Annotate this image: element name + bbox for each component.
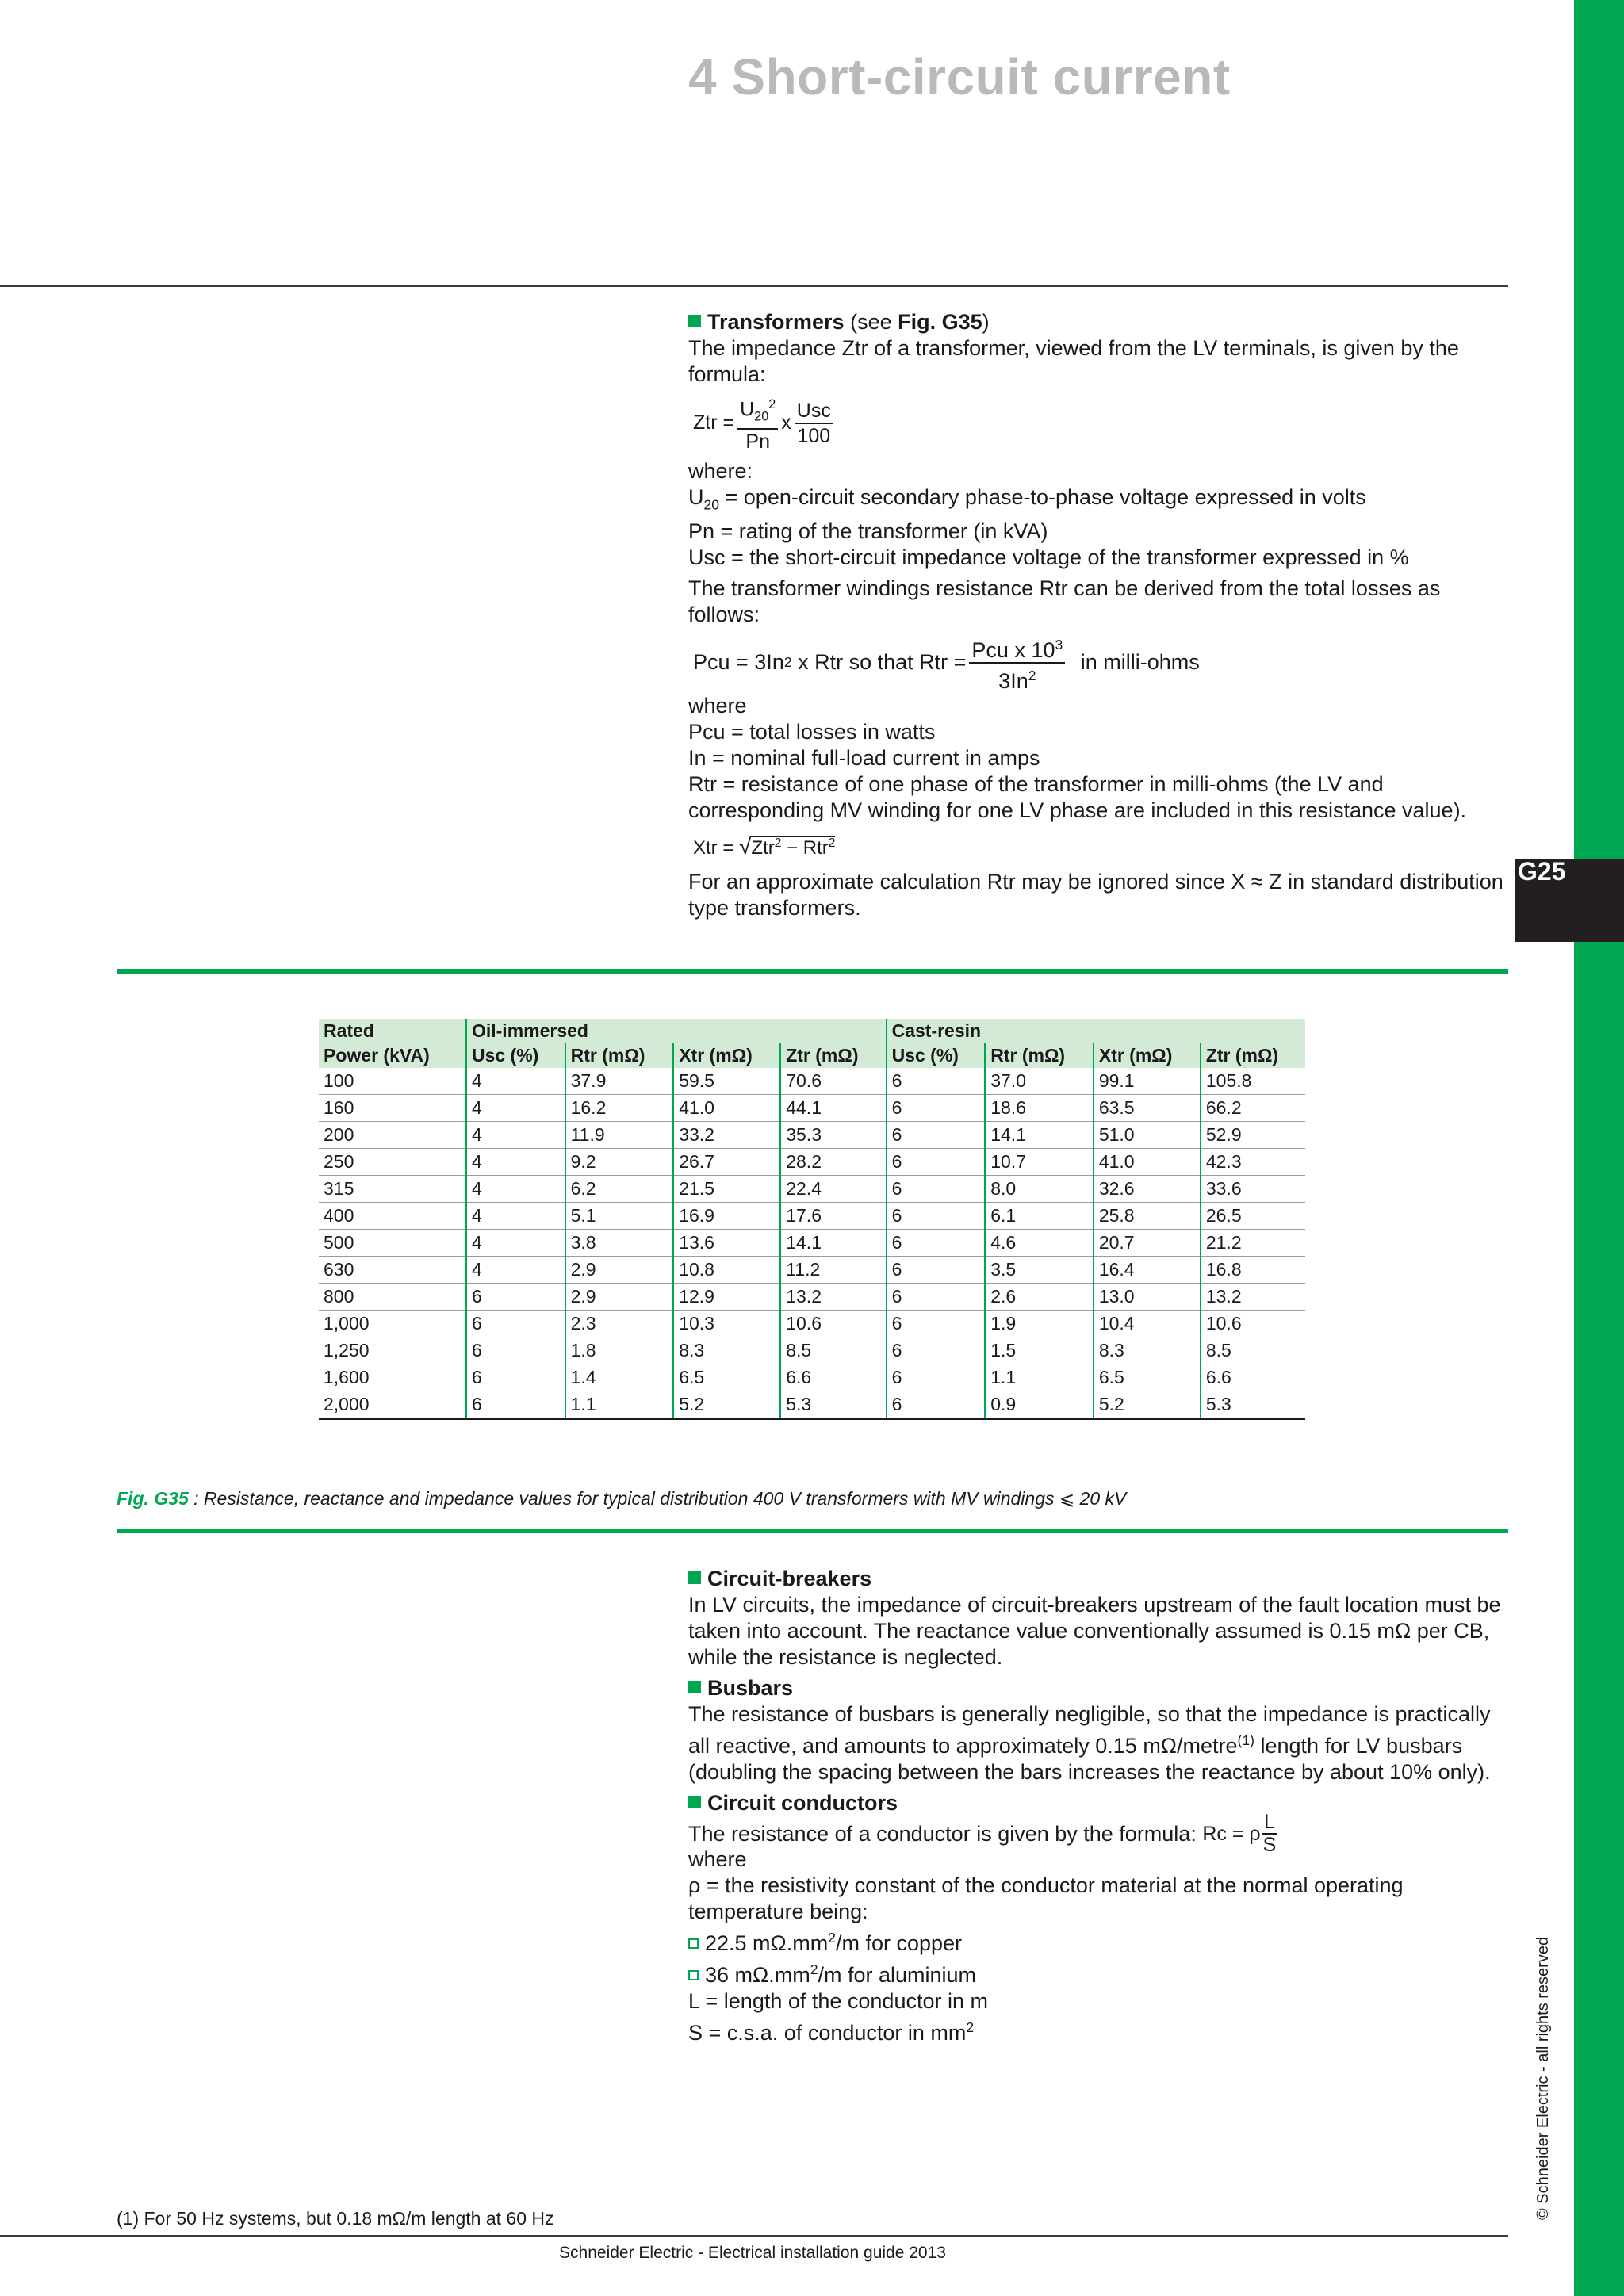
busbars-heading-line xyxy=(688,1675,1505,1701)
table-group-header-row xyxy=(319,1019,1305,1043)
xtr-a-sup: 2 xyxy=(774,836,782,850)
table-cell: 18.6 xyxy=(985,1095,1094,1122)
table-cell: 400 xyxy=(319,1203,466,1230)
table-cell: 1.5 xyxy=(985,1337,1094,1364)
ztr-formula-lhs: Ztr = xyxy=(693,411,735,434)
xtr-formula xyxy=(693,830,1505,861)
table-cell: 6.6 xyxy=(1201,1364,1305,1391)
table-cell: 20.7 xyxy=(1094,1230,1201,1257)
square-bullet-icon xyxy=(688,315,701,327)
ztr-den-100: 100 xyxy=(797,424,831,447)
table-cell: 8.5 xyxy=(780,1337,886,1364)
table-cell: 26.7 xyxy=(673,1149,780,1176)
pcu-mid: x Rtr so that Rtr = xyxy=(791,650,967,675)
table-row xyxy=(319,1311,1305,1337)
footnote: (1) For 50 Hz systems, but 0.18 mΩ/m length at 60 Hz xyxy=(117,2208,554,2229)
table-cell: 11.9 xyxy=(565,1122,674,1149)
table-cell: 1.4 xyxy=(565,1364,674,1391)
table-bottom-rule xyxy=(117,1529,1508,1533)
table-cell: 6 xyxy=(887,1122,986,1149)
table-cell: 0.9 xyxy=(985,1391,1094,1419)
def-usc: Usc = the short-circuit impedance voltage of the transformer expressed in % xyxy=(688,545,1409,569)
u20-symbol: U xyxy=(688,485,704,510)
table-cell: 4 xyxy=(466,1230,565,1257)
ztr-num-sub: 20 xyxy=(754,409,769,424)
table-row xyxy=(319,1122,1305,1149)
table-cell: 10.6 xyxy=(780,1311,886,1337)
table-cell: 33.2 xyxy=(673,1122,780,1149)
table-cell: 6 xyxy=(887,1364,986,1391)
table-cell: 6 xyxy=(887,1203,986,1230)
table-cell: 6 xyxy=(887,1149,986,1176)
column-header: Xtr (mΩ) xyxy=(1094,1043,1201,1068)
table-cell: 200 xyxy=(319,1122,466,1149)
table-cell: 5.2 xyxy=(673,1391,780,1419)
table-cell: 51.0 xyxy=(1094,1122,1201,1149)
def-in: In = nominal full-load current in amps xyxy=(688,745,1040,770)
table-cell: 1,600 xyxy=(319,1364,466,1391)
table-cell: 6 xyxy=(887,1311,986,1337)
footer-rule xyxy=(0,2235,1508,2237)
pcu-sup: 2 xyxy=(783,654,792,671)
def-pn: Pn = rating of the transformer (in kVA) xyxy=(688,519,1048,543)
table-cell: 41.0 xyxy=(1094,1149,1201,1176)
table-cell: 5.3 xyxy=(780,1391,886,1419)
table-row xyxy=(319,1284,1305,1311)
table-row xyxy=(319,1230,1305,1257)
lower-sections xyxy=(688,1566,1505,2046)
table-cell: 99.1 xyxy=(1094,1068,1201,1095)
table-cell: 10.4 xyxy=(1094,1311,1201,1337)
table-cell: 21.5 xyxy=(673,1176,780,1203)
table-cell: 14.1 xyxy=(780,1230,886,1257)
table-cell: 2.9 xyxy=(565,1257,674,1284)
ztr-num-sup: 2 xyxy=(768,397,776,411)
table-cell: 1.8 xyxy=(565,1337,674,1364)
table-cell: 33.6 xyxy=(1201,1176,1305,1203)
table-cell: 22.4 xyxy=(780,1176,886,1203)
csa-sup: 2 xyxy=(966,2019,975,2035)
table-cell: 4 xyxy=(466,1203,565,1230)
table-cell: 6.6 xyxy=(780,1364,886,1391)
where-label: where: xyxy=(688,459,753,484)
table-cell: 5.3 xyxy=(1201,1391,1305,1419)
caption-figure-ref: Fig. G35 xyxy=(117,1488,189,1509)
table-cell: 28.2 xyxy=(780,1149,886,1176)
table-cell: 32.6 xyxy=(1094,1176,1201,1203)
table-row xyxy=(319,1176,1305,1203)
table-cell: 250 xyxy=(319,1149,466,1176)
table-cell: 10.6 xyxy=(1201,1311,1305,1337)
approx-text: For an approximate calculation Rtr may be ignored since X ≈ Z in standard distribution type transformers. xyxy=(688,869,1503,920)
footer-text: Schneider Electric - Electrical installation guide 2013 xyxy=(559,2244,946,2262)
u20-sub: 20 xyxy=(703,496,720,513)
rho-definition: ρ = the resistivity constant of the conductor material at the normal operating temperature being: xyxy=(688,1873,1404,1923)
transformers-intro: The impedance Ztr of a transformer, viewed from the LV terminals, is given by the formula: xyxy=(688,336,1459,386)
table-cell: 800 xyxy=(319,1284,466,1311)
table-row xyxy=(319,1149,1305,1176)
column-header: Xtr (mΩ) xyxy=(673,1043,780,1068)
table-row xyxy=(319,1257,1305,1284)
square-bullet-icon xyxy=(688,1796,701,1808)
table-cell: 9.2 xyxy=(565,1149,674,1176)
table-row xyxy=(319,1337,1305,1364)
table-cell: 14.1 xyxy=(985,1122,1094,1149)
ztr-formula xyxy=(693,392,1505,453)
table-cell: 17.6 xyxy=(780,1203,886,1230)
xtr-lhs: Xtr = xyxy=(693,836,734,859)
def-csa xyxy=(688,2015,1505,2046)
figure-reference: Fig. G35 xyxy=(898,310,982,334)
xtr-minus: − Rtr xyxy=(781,836,829,859)
transformers-heading: Transformers xyxy=(707,310,845,334)
alu-sup: 2 xyxy=(810,1961,818,1977)
table-cell: 1.1 xyxy=(565,1391,674,1419)
table-cell: 100 xyxy=(319,1068,466,1095)
group-oil-immersed: Oil-immersed xyxy=(466,1019,887,1043)
conductors-where: where xyxy=(688,1847,747,1871)
rc-lhs: Rc = ρ xyxy=(1202,1822,1261,1845)
table-row xyxy=(319,1391,1305,1419)
breakers-heading: Circuit-breakers xyxy=(707,1567,872,1590)
table-cell: 8.0 xyxy=(985,1176,1094,1203)
column-header: Usc (%) xyxy=(887,1043,986,1068)
table-cell: 13.2 xyxy=(780,1284,886,1311)
table-cell: 6 xyxy=(887,1391,986,1419)
table-column-header-row xyxy=(319,1043,1305,1068)
table-cell: 21.2 xyxy=(1201,1230,1305,1257)
table-cell: 16.2 xyxy=(565,1095,674,1122)
table-row xyxy=(319,1095,1305,1122)
windings-text: The transformer windings resistance Rtr can be derived from the total losses as follows: xyxy=(688,576,1441,626)
copyright-notice: © Schneider Electric - all rights reserved xyxy=(1534,1936,1552,2220)
pcu-den-sup: 2 xyxy=(1028,667,1036,683)
table-cell: 6 xyxy=(466,1364,565,1391)
column-header: Ztr (mΩ) xyxy=(780,1043,886,1068)
caption-text: : Resistance, reactance and impedance values for typical distribution 400 V transformers with MV windings ⩽ 20 kV xyxy=(188,1488,1127,1509)
pcu-num-sup: 3 xyxy=(1055,636,1063,652)
table-cell: 8.3 xyxy=(673,1337,780,1364)
pcu-formula xyxy=(693,633,1505,693)
def-rtr: Rtr = resistance of one phase of the transformer in milli-ohms (the LV and corresponding MV winding for one LV phase are included in this resistance value). xyxy=(688,771,1467,822)
table-cell: 4 xyxy=(466,1257,565,1284)
table-cell: 12.9 xyxy=(673,1284,780,1311)
table-cell: 3.8 xyxy=(565,1230,674,1257)
alu-a: 36 mΩ.mm xyxy=(705,1963,810,1987)
side-color-strip xyxy=(1574,0,1624,2296)
breakers-text: In LV circuits, the impedance of circuit-breakers upstream of the fault location must be taken into account. The reactance value conventionally assumed is 0.15 mΩ per CB, while the resistance is neglected. xyxy=(688,1593,1501,1669)
table-cell: 6.5 xyxy=(1094,1364,1201,1391)
table-cell: 2.9 xyxy=(565,1284,674,1311)
table-cell: 16.4 xyxy=(1094,1257,1201,1284)
table-cell: 1.9 xyxy=(985,1311,1094,1337)
table-cell: 4.6 xyxy=(985,1230,1094,1257)
column-header: Ztr (mΩ) xyxy=(1201,1043,1305,1068)
table-cell: 16.8 xyxy=(1201,1257,1305,1284)
pcu-den: 3In xyxy=(998,668,1028,693)
square-bullet-icon xyxy=(688,1681,701,1693)
table-cell: 13.0 xyxy=(1094,1284,1201,1311)
table-cell: 6.2 xyxy=(565,1176,674,1203)
pcu-lhs: Pcu = 3In xyxy=(693,650,784,675)
column-header: Usc (%) xyxy=(466,1043,565,1068)
table-cell: 44.1 xyxy=(780,1095,886,1122)
page-number: G25 xyxy=(1518,857,1566,886)
table-row xyxy=(319,1203,1305,1230)
def-u20 xyxy=(688,484,1505,518)
rc-den: S xyxy=(1262,1834,1277,1856)
table-cell: 3.5 xyxy=(985,1257,1094,1284)
table-row xyxy=(319,1068,1305,1095)
table-cell: 42.3 xyxy=(1201,1149,1305,1176)
def-length: L = length of the conductor in m xyxy=(688,1989,988,2013)
table-cell: 2,000 xyxy=(319,1391,466,1419)
where2-label: where xyxy=(688,693,747,718)
table-cell: 10.8 xyxy=(673,1257,780,1284)
table-cell: 11.2 xyxy=(780,1257,886,1284)
column-header: Rtr (mΩ) xyxy=(565,1043,674,1068)
pcu-unit: in milli-ohms xyxy=(1074,650,1200,675)
chapter-title: 4 Short-circuit current xyxy=(688,48,1231,105)
table-cell: 1,000 xyxy=(319,1311,466,1337)
heading-open: (see xyxy=(844,310,898,334)
conductors-text: The resistance of a conductor is given by the formula: xyxy=(688,1821,1203,1846)
table-cell: 1,250 xyxy=(319,1337,466,1364)
table-cell: 6 xyxy=(466,1337,565,1364)
table-cell: 4 xyxy=(466,1176,565,1203)
table-cell: 6 xyxy=(887,1068,986,1095)
table-cell: 5.2 xyxy=(1094,1391,1201,1419)
table-cell: 6.1 xyxy=(985,1203,1094,1230)
copper-sup: 2 xyxy=(828,1930,836,1946)
table-cell: 35.3 xyxy=(780,1122,886,1149)
rc-num: L xyxy=(1262,1812,1277,1835)
table-cell: 4 xyxy=(466,1149,565,1176)
hollow-square-bullet-icon xyxy=(688,1970,699,1980)
hollow-square-bullet-icon xyxy=(688,1938,699,1949)
breakers-heading-line xyxy=(688,1566,1505,1592)
table-cell: 10.7 xyxy=(985,1149,1094,1176)
copper-item xyxy=(688,1925,1505,1957)
table-cell: 6 xyxy=(887,1284,986,1311)
table-cell: 6 xyxy=(466,1391,565,1419)
busbars-text xyxy=(688,1701,1505,1785)
table-cell: 10.3 xyxy=(673,1311,780,1337)
table-cell: 160 xyxy=(319,1095,466,1122)
table-cell: 70.6 xyxy=(780,1068,886,1095)
table-cell: 6 xyxy=(466,1284,565,1311)
table-cell: 6 xyxy=(466,1311,565,1337)
group-cast-resin: Cast-resin xyxy=(887,1019,1305,1043)
table-cell: 105.8 xyxy=(1201,1068,1305,1095)
ztr-den-pn: Pn xyxy=(745,430,770,453)
table-cell: 41.0 xyxy=(673,1095,780,1122)
alu-b: /m for aluminium xyxy=(818,1963,977,1987)
table-cell: 59.5 xyxy=(673,1068,780,1095)
table-cell: 500 xyxy=(319,1230,466,1257)
table-cell: 8.5 xyxy=(1201,1337,1305,1364)
table-cell: 315 xyxy=(319,1176,466,1203)
table-cell: 37.0 xyxy=(985,1068,1094,1095)
table-cell: 2.3 xyxy=(565,1311,674,1337)
table-cell: 5.1 xyxy=(565,1203,674,1230)
conductors-heading: Circuit conductors xyxy=(707,1791,898,1815)
square-bullet-icon xyxy=(688,1571,701,1584)
busbars-footnote-ref: (1) xyxy=(1237,1732,1254,1748)
table-cell: 63.5 xyxy=(1094,1095,1201,1122)
table-cell: 4 xyxy=(466,1095,565,1122)
table-cell: 52.9 xyxy=(1201,1122,1305,1149)
table-top-rule xyxy=(117,969,1508,974)
ztr-num-usc: Usc xyxy=(795,399,833,424)
table-cell: 6 xyxy=(887,1176,986,1203)
transformer-values-table xyxy=(319,1019,1305,1420)
busbars-heading: Busbars xyxy=(707,1676,794,1700)
table-cell: 4 xyxy=(466,1068,565,1095)
csa-a: S = c.s.a. of conductor in mm xyxy=(688,2021,967,2045)
table-cell: 1.1 xyxy=(985,1364,1094,1391)
copper-a: 22.5 mΩ.mm xyxy=(705,1931,829,1955)
table-cell: 16.9 xyxy=(673,1203,780,1230)
table-cell: 13.6 xyxy=(673,1230,780,1257)
ztr-times: x xyxy=(781,411,791,434)
table-cell: 13.2 xyxy=(1201,1284,1305,1311)
aluminium-item xyxy=(688,1957,1505,1988)
transformers-heading-line xyxy=(688,309,1505,335)
busbars-text-b: length for LV busbars (doubling the spacing between the bars increases the reactance by about 10% only). xyxy=(688,1734,1491,1784)
table-cell: 37.9 xyxy=(565,1068,674,1095)
figure-caption xyxy=(117,1488,1126,1510)
table-cell: 25.8 xyxy=(1094,1203,1201,1230)
table-cell: 6.5 xyxy=(673,1364,780,1391)
column-header: Power (kVA) xyxy=(319,1043,466,1068)
u20-text: = open-circuit secondary phase-to-phase voltage expressed in volts xyxy=(719,485,1366,510)
table-cell: 2.6 xyxy=(985,1284,1094,1311)
xtr-a: Ztr xyxy=(751,836,775,859)
copper-b: /m for copper xyxy=(835,1931,963,1955)
ztr-num-u: U xyxy=(740,398,755,421)
def-pcu: Pcu = total losses in watts xyxy=(688,719,936,744)
header-rule xyxy=(0,285,1508,287)
table-cell: 630 xyxy=(319,1257,466,1284)
transformers-section xyxy=(688,309,1505,921)
busbars-text-a: The resistance of busbars is generally negligible, so that the impedance is practically all reactive, and amounts to approximately 0.15 mΩ/metre xyxy=(688,1702,1491,1758)
page-number-tab xyxy=(1515,859,1624,942)
table-body xyxy=(319,1068,1305,1419)
pcu-num: Pcu x 10 xyxy=(971,637,1055,662)
table-cell: 6 xyxy=(887,1095,986,1122)
table-cell: 26.5 xyxy=(1201,1203,1305,1230)
sqrt-icon: √ xyxy=(739,833,752,859)
heading-close: ) xyxy=(982,310,990,334)
table-cell: 6 xyxy=(887,1230,986,1257)
xtr-b-sup: 2 xyxy=(828,836,836,850)
table-cell: 6 xyxy=(887,1337,986,1364)
group-rated: Rated xyxy=(319,1019,466,1043)
table-row xyxy=(319,1364,1305,1391)
table-cell: 6 xyxy=(887,1257,986,1284)
table-cell: 4 xyxy=(466,1122,565,1149)
table-cell: 66.2 xyxy=(1201,1095,1305,1122)
column-header: Rtr (mΩ) xyxy=(985,1043,1094,1068)
table-cell: 8.3 xyxy=(1094,1337,1201,1364)
